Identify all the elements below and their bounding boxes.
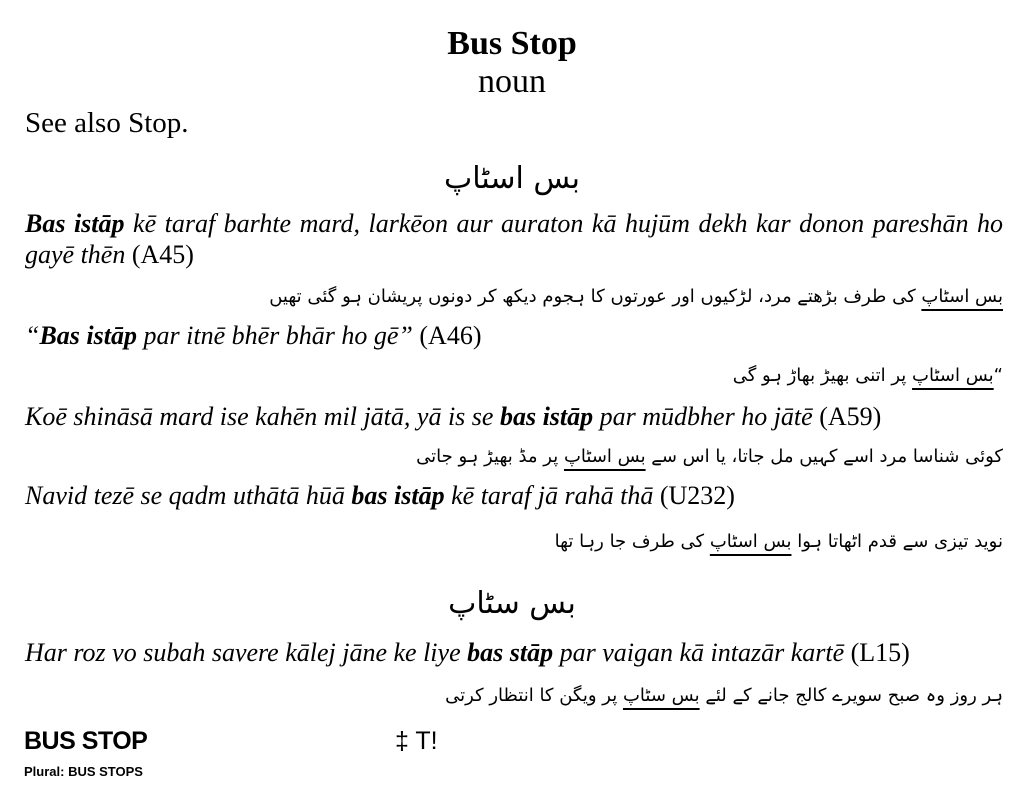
example-citation: (A45): [125, 240, 194, 269]
example-text-before: Navid tezē se qadm uthātā hūā: [25, 481, 352, 510]
see-also-note: See also Stop.: [25, 107, 189, 139]
urdu-text-after: پر اتنی بھیڑ بھاڑ ہو گی: [732, 365, 913, 386]
urdu-headword-underlined: بس اسٹاپ: [709, 531, 792, 552]
example-transliteration: [25, 480, 1003, 511]
example-citation: (A46): [412, 321, 482, 350]
example-text-after: kē taraf barhte mard, larkēon aur auraton kā hujūm dekh kar donon pareshān ho gayē thēn: [25, 209, 1003, 269]
example-text-after: par vaigan kā intazār kartē: [553, 638, 845, 667]
urdu-text-before: نوید تیزی سے قدم اٹھاتا ہوا: [791, 531, 1003, 552]
footer-headword-label: BUS STOP: [24, 727, 148, 755]
example-headword-highlight: Bas istāp: [39, 321, 137, 350]
example-headword-highlight: bas stāp: [467, 638, 554, 667]
example-transliteration: [25, 401, 1003, 432]
urdu-text-after: کی طرف جا رہا تھا: [554, 531, 710, 552]
example-text-after: kē taraf jā rahā thā: [444, 481, 654, 510]
example-urdu: [25, 282, 1003, 312]
example-text-before: Koē shināsā mard ise kahēn mil jātā, yā is se: [25, 402, 500, 431]
example-text-after: par mūdbher ho jātē: [593, 402, 813, 431]
example-citation: (A59): [812, 402, 882, 431]
urdu-text-before: “: [993, 365, 1003, 386]
example-citation: (U232): [653, 481, 735, 510]
footer-marker: ‡ T!: [395, 727, 438, 755]
urdu-headword-variant: بس سٹاپ: [448, 586, 576, 621]
headword: Bus Stop: [447, 25, 577, 62]
example-transliteration: [25, 637, 1003, 668]
example-citation: (L15): [844, 638, 910, 667]
example-text-before: “: [25, 321, 40, 350]
example-text-after: par itnē bhēr bhār ho gē”: [137, 321, 413, 350]
example-urdu: [25, 681, 1003, 711]
urdu-text-after: پر مڈ بھیڑ ہو جاتی: [416, 446, 564, 467]
urdu-headword-underlined: بس سٹاپ: [622, 685, 700, 706]
urdu-headword-underlined: بس اسٹاپ: [921, 286, 1003, 307]
example-headword-highlight: bas istāp: [351, 481, 445, 510]
urdu-headword-underlined: بس اسٹاپ: [912, 365, 994, 386]
example-transliteration: [25, 320, 1003, 351]
example-headword-highlight: Bas istāp: [25, 209, 125, 238]
example-text-before: Har roz vo subah savere kālej jāne ke liye: [25, 638, 468, 667]
example-urdu: [25, 361, 1003, 391]
urdu-text-after: کی طرف بڑھتے مرد، لڑکیوں اور عورتوں کا ہجوم دیکھ کر دونوں پریشان ہو گئی تھیں: [269, 286, 922, 307]
example-urdu: [25, 527, 1003, 557]
footer-plural: Plural: BUS STOPS: [24, 764, 143, 779]
example-transliteration: [25, 208, 1003, 270]
example-urdu: [25, 442, 1003, 472]
part-of-speech: noun: [478, 63, 546, 100]
urdu-headword-variant: بس اسٹاپ: [443, 161, 581, 196]
urdu-headword-underlined: بس اسٹاپ: [563, 446, 646, 467]
example-headword-highlight: bas istāp: [499, 402, 594, 431]
urdu-text-before: ہر روز وہ صبح سویرے کالج جانے کے لئے: [699, 685, 1003, 706]
urdu-text-before: کوئی شناسا مرد اسے کہیں مل جاتا، یا اس سے: [645, 446, 1003, 467]
urdu-text-after: پر ویگن کا انتظار کرتی: [445, 685, 623, 706]
